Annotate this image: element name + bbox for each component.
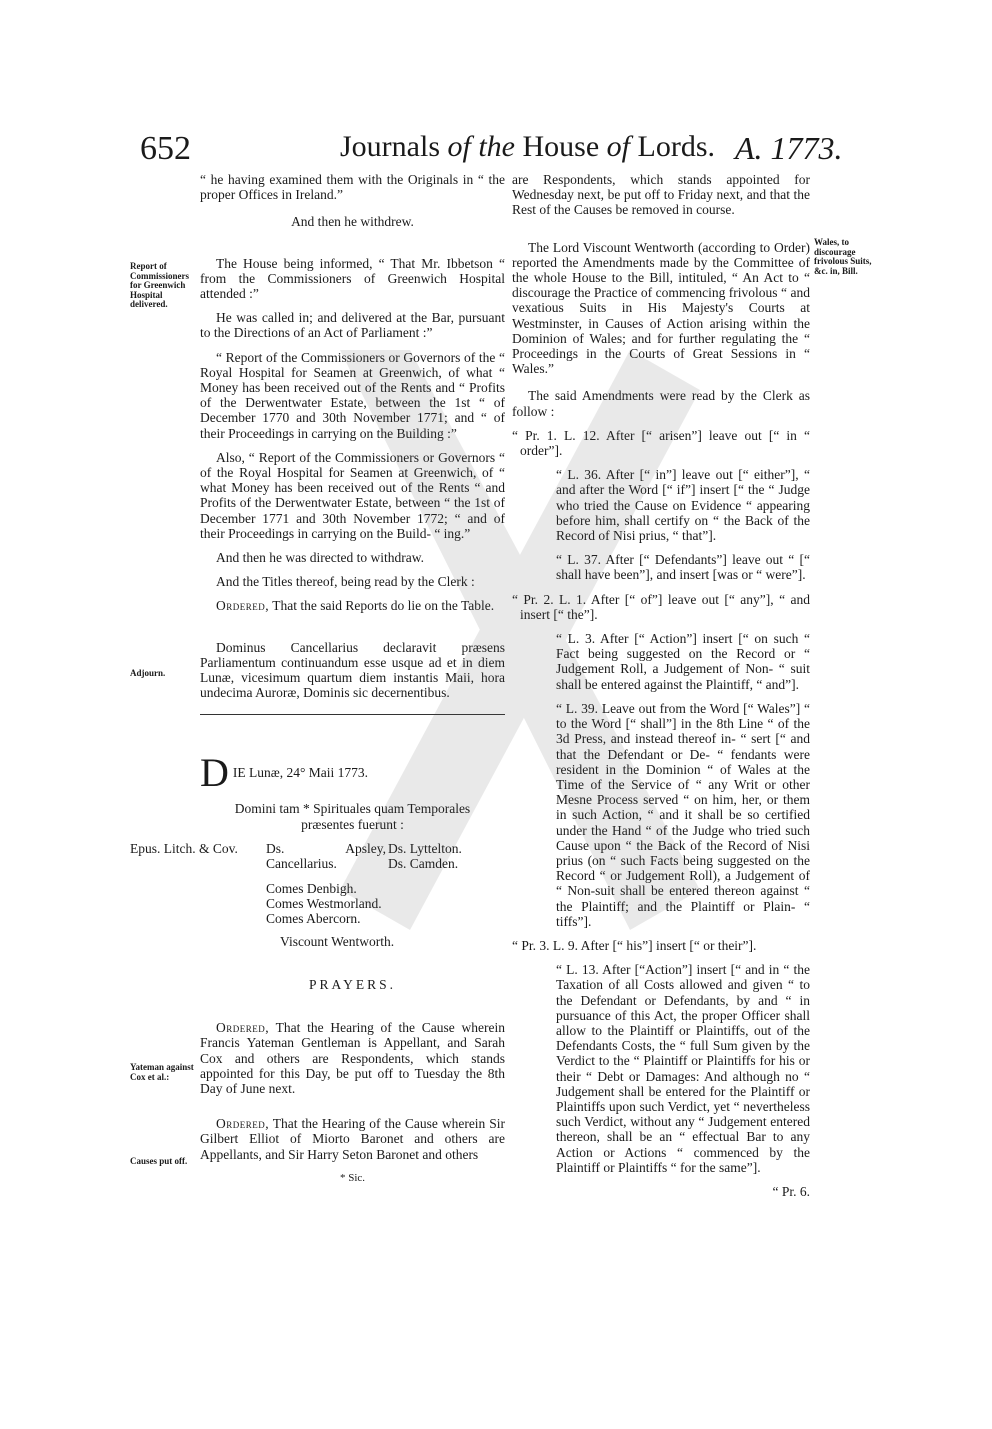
paragraph: He was called in; and delivered at the Bar, pursuant to the Directions of an Act of Parliament :” bbox=[200, 310, 505, 341]
paragraph: “ Report of the Commissioners or Governors of the “ Royal Hospital for Seamen at Greenwich, of what “ Money has been received out of the Rents and “ Profits of the Derwentwater Estate, between the 1st “ of December 1770 and 30th November 1771; and “ of their Proceedings in carrying on the Building :” bbox=[200, 349, 505, 441]
right-column bbox=[512, 172, 810, 1199]
paragraph: The House being informed, “ That Mr. Ibbetson “ from the Commissioners of Greenwich Hospital attended :” bbox=[200, 255, 505, 302]
journal-title bbox=[340, 130, 715, 164]
title-word-house: House bbox=[522, 130, 600, 163]
ordered-label: Ordered, bbox=[216, 598, 270, 614]
amendment: “ L. 37. After [“ Defendants”] leave out “ [“ shall have been”], and insert [was or “ were”]. bbox=[556, 552, 810, 583]
amendment: “ L. 36. After [“ in”] leave out [“ either”], “ and after the Word [“ if”] insert [“ the “ Judge who tried the Cause on Evidence “ appearing before him, shall certify on “ the Back of the Record of Nisi prius, “ that”]. bbox=[556, 467, 810, 544]
paragraph bbox=[200, 1020, 505, 1096]
margin-note-wales: Wales, to discourage frivolous Suits, &c. in, Bill. bbox=[814, 237, 872, 276]
amendment: “ Pr. 1. L. 12. After [“ arisen”] leave out [“ in “ order”]. bbox=[512, 427, 810, 459]
prayers-heading: PRAYERS. bbox=[309, 976, 396, 992]
title-word-of-the: of the bbox=[447, 130, 515, 163]
paragraph: And the Titles thereof, being read by the Clerk : bbox=[216, 574, 475, 590]
title-word-of: of bbox=[606, 130, 630, 163]
margin-note-greenwich: Report of Commissioners for Greenwich Hospital delivered. bbox=[130, 261, 189, 309]
lords-present-list bbox=[130, 840, 505, 949]
amendment: “ L. 39. Leave out from the Word [“ Wales”] “ to the Word [“ shall”] in the 8th Line “ of the 3d Press, and instead thereof in- “ sert [“ and that the Defendant or De- “ fendants were resident in the Dominion “ of Wales at the Time of the Service of “ any Writ or other Mesne Process served “ on him, her, or them in such Action, “ and it shall be so certified under the Hand “ of the Judge who tried such Cause upon “ the Back of the Record of Nisi prius (on “ such Facts being suggested on the Record “ or Judgement Roll), a Judgement of “ Non-suit shall be entered thereon against “ the Plaintiff; and the Plaintiff or Plain- “ tiffs”]. bbox=[556, 700, 810, 929]
lord-westmorland: Comes Westmorland. bbox=[266, 895, 382, 911]
page-header bbox=[0, 126, 992, 174]
paragraph-text: That the Hearing of the Cause wherein Francis Yateman Gentleman is Appellant, and Sarah Cox and others are Respondents, which stands appointed for this Day, be put off to Tuesday the 8th Day of June next. bbox=[200, 1020, 505, 1096]
paragraph-text: That the Hearing of the Cause wherein Sir Gilbert Elliot of Miorto Baronet and others are Appellants, and Sir Harry Seton Baronet and others bbox=[200, 1116, 505, 1162]
margin-note-yateman: Yateman against Cox et al.: bbox=[130, 1062, 194, 1082]
paragraph: The Lord Viscount Wentworth (according to Order) reported the Amendments made by the Committee of the whole House to the Bill, intituled, “ An Act to “ discourage the Practice of commencing frivolous “ and vexatious Suits in His Majesty's Courts at Westminster, in Causes of Action arising within the Dominion of Wales; and for further regulating the “ Proceedings in the Courts of Great Sessions in “ Wales.” bbox=[512, 239, 810, 377]
paragraph-text: That the said Reports do lie on the Table. bbox=[269, 598, 495, 614]
page-number: 652 bbox=[140, 130, 191, 167]
lord-lyttelton: Ds. Lyttelton. bbox=[388, 840, 462, 856]
ordered-label: Ordered, bbox=[216, 1020, 270, 1036]
lords-present-intro: Domini tam * Spirituales quam Temporales præsentes fuerunt : bbox=[234, 801, 471, 832]
margin-note-adjourn: Adjourn. bbox=[130, 668, 166, 678]
ordered-label: Ordered, bbox=[216, 1116, 270, 1132]
lord-denbigh: Comes Denbigh. bbox=[266, 880, 357, 896]
section-divider bbox=[200, 714, 505, 715]
paragraph-adjournment: Dominus Cancellarius declaravit præsens Parliamentum continuandum esse usque ad et in diem Lunæ, vicesimum quartum diem instantis Maii, hora undecima Auroræ, Dominis sic decernentibus. bbox=[200, 639, 505, 701]
footnote: * Sic. bbox=[339, 1171, 366, 1184]
amendment: “ L. 13. After [“Action”] insert [“ and in “ the Taxation of all Costs allowed and given “ to the Defendant or Defendants, by and “ in pursuance of this Act, the proper Officer shall allow to the Plaintiff or Plaintiffs, out of the Defendants Costs, the “ full Sum given by the Verdict to the “ Plaintiff or Plaintiffs for his or their “ Debt or Damages: And although no “ Judgement shall be entered for the Plaintiff or Plaintiffs upon such Verdict, yet “ nevertheless such Verdict, without any “ Judgement entered thereon, shall be an “ effectual Bar to any Action or Actions “ commenced by the Plaintiff or Plaintiffs “ for the same”]. bbox=[556, 962, 810, 1175]
day-date: IE Lunæ, 24° Maii 1773. bbox=[232, 765, 369, 781]
lord-wentworth: Viscount Wentworth. bbox=[280, 933, 395, 949]
paragraph: are Respondents, which stands appointed for Wednesday next, be put off to Friday next, and that the Rest of the Causes be removed in course. bbox=[512, 172, 810, 218]
catchword: “ Pr. 6. bbox=[772, 1183, 810, 1199]
lord-abercorn: Comes Abercorn. bbox=[266, 910, 361, 926]
amendment: “ Pr. 3. L. 9. After [“ his”] insert [“ or their”]. bbox=[512, 937, 757, 953]
amendment: “ Pr. 2. L. 1. After [“ of”] leave out [“ any”], “ and insert [“ the”]. bbox=[512, 591, 810, 622]
day-heading bbox=[200, 755, 505, 791]
paragraph: And then he was directed to withdraw. bbox=[216, 550, 424, 566]
paragraph: “ he having examined them with the Originals in “ the proper Offices in Ireland.” bbox=[200, 172, 505, 203]
page-year: A. 1773. bbox=[735, 130, 843, 166]
lord-camden: Ds. Camden. bbox=[388, 855, 459, 871]
title-word-journals: Journals bbox=[340, 130, 440, 163]
paragraph bbox=[200, 598, 505, 613]
amendment: “ L. 3. After [“ Action”] insert [“ on such “ Fact being suggested on the Record or “ Judgement Roll, a Judgement of Non- “ suit shall be entered against the Plaintiff, “ and”]. bbox=[556, 631, 810, 692]
paragraph: The said Amendments were read by the Clerk as follow : bbox=[512, 388, 810, 419]
paragraph: And then he withdrew. bbox=[291, 214, 414, 230]
paragraph: Also, “ Report of the Commissioners or Governors “ of the Royal Hospital for Seamen at Greenwich, of “ what Money has been received out of the Rents “ and Profits of the Derwentwater Estate, between “ the 1st of December 1771 and 30th November 1772; “ and of their Proceedings in carrying on the Build- “ ing.” bbox=[200, 449, 505, 541]
drop-cap: D bbox=[200, 755, 229, 792]
margin-note-causes-put-off: Causes put off. bbox=[130, 1156, 188, 1166]
lord-bishop: Epus. Litch. & Cov. bbox=[130, 840, 238, 856]
title-word-lords: Lords. bbox=[637, 130, 715, 163]
paragraph bbox=[200, 1116, 505, 1162]
lord-apsley: Ds. Apsley, Cancellarius. bbox=[266, 840, 386, 872]
